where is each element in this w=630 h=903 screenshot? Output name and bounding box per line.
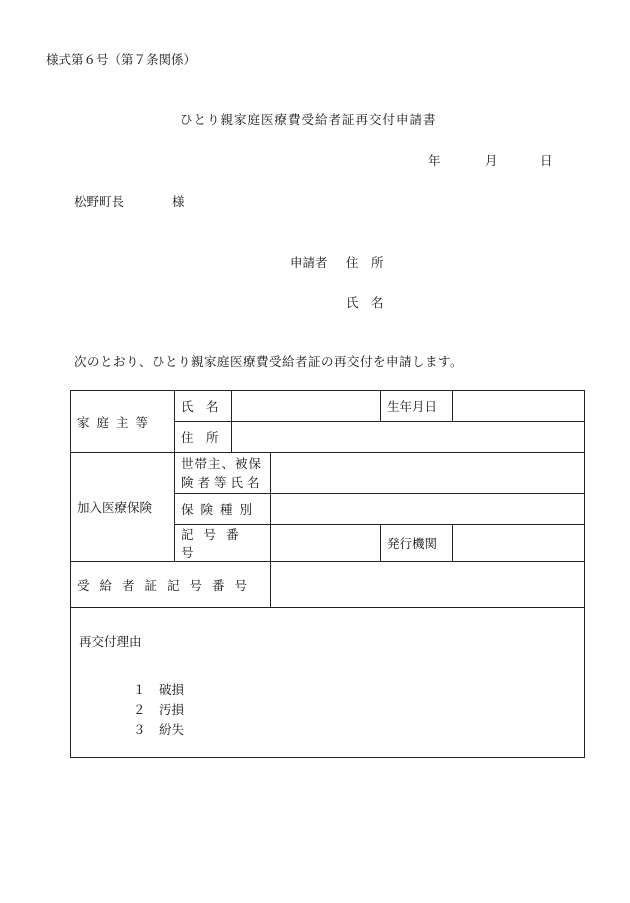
address-field[interactable] [232,422,585,453]
application-statement: 次のとおり、ひとり親家庭医療費受給者証の再交付を申請します。 [74,354,464,369]
birthdate-field[interactable] [453,391,585,422]
insurance-type-label-cell: 保険種別 [175,494,271,525]
issuer-label-cell: 発行機関 [381,525,453,562]
applicant-name-label: 氏 名 [346,295,384,310]
applicant-address-label: 住 所 [346,255,384,270]
recipient-cert-field[interactable] [271,562,585,608]
issuer-field[interactable] [453,525,585,562]
address-label-cell: 住 所 [175,422,232,453]
birthdate-label-cell: 生年月日 [381,391,453,422]
insured-name-label-cell: 世帯主、被保 険者等氏名 [175,453,271,494]
form-number: 様式第６号（第７条関係） [46,52,197,67]
symbol-number-field[interactable] [271,525,381,562]
reason-item-lost[interactable]: ３ 紛失 [133,722,185,737]
date-year: 年 [428,153,441,168]
recipient-cert-label-cell: 受給者証記号番号 [71,562,271,608]
insurance-type-field[interactable] [271,494,585,525]
head-of-household-label: 家庭主等 [71,391,175,453]
reissue-reason-section [71,608,585,758]
addressee-name: 松野町長 [74,194,125,209]
addressee-honorific: 様 [172,194,185,209]
reason-item-damaged[interactable]: １ 破損 [133,682,185,697]
date-day: 日 [540,153,553,168]
date-month: 月 [485,153,498,168]
name-field[interactable] [232,391,381,422]
application-table [70,390,585,758]
reason-item-soiled[interactable]: ２ 汚損 [133,702,185,717]
reissue-reason-title: 再交付理由 [79,634,142,649]
form-title: ひとり親家庭医療費受給者証再交付申請書 [180,112,437,127]
insured-name-field[interactable] [271,453,585,494]
insurance-section-label: 加入医療保険 [71,453,175,562]
name-label-cell: 氏 名 [175,391,232,422]
symbol-number-label-cell: 記号番号 [175,525,271,562]
applicant-label: 申請者 [290,255,328,270]
